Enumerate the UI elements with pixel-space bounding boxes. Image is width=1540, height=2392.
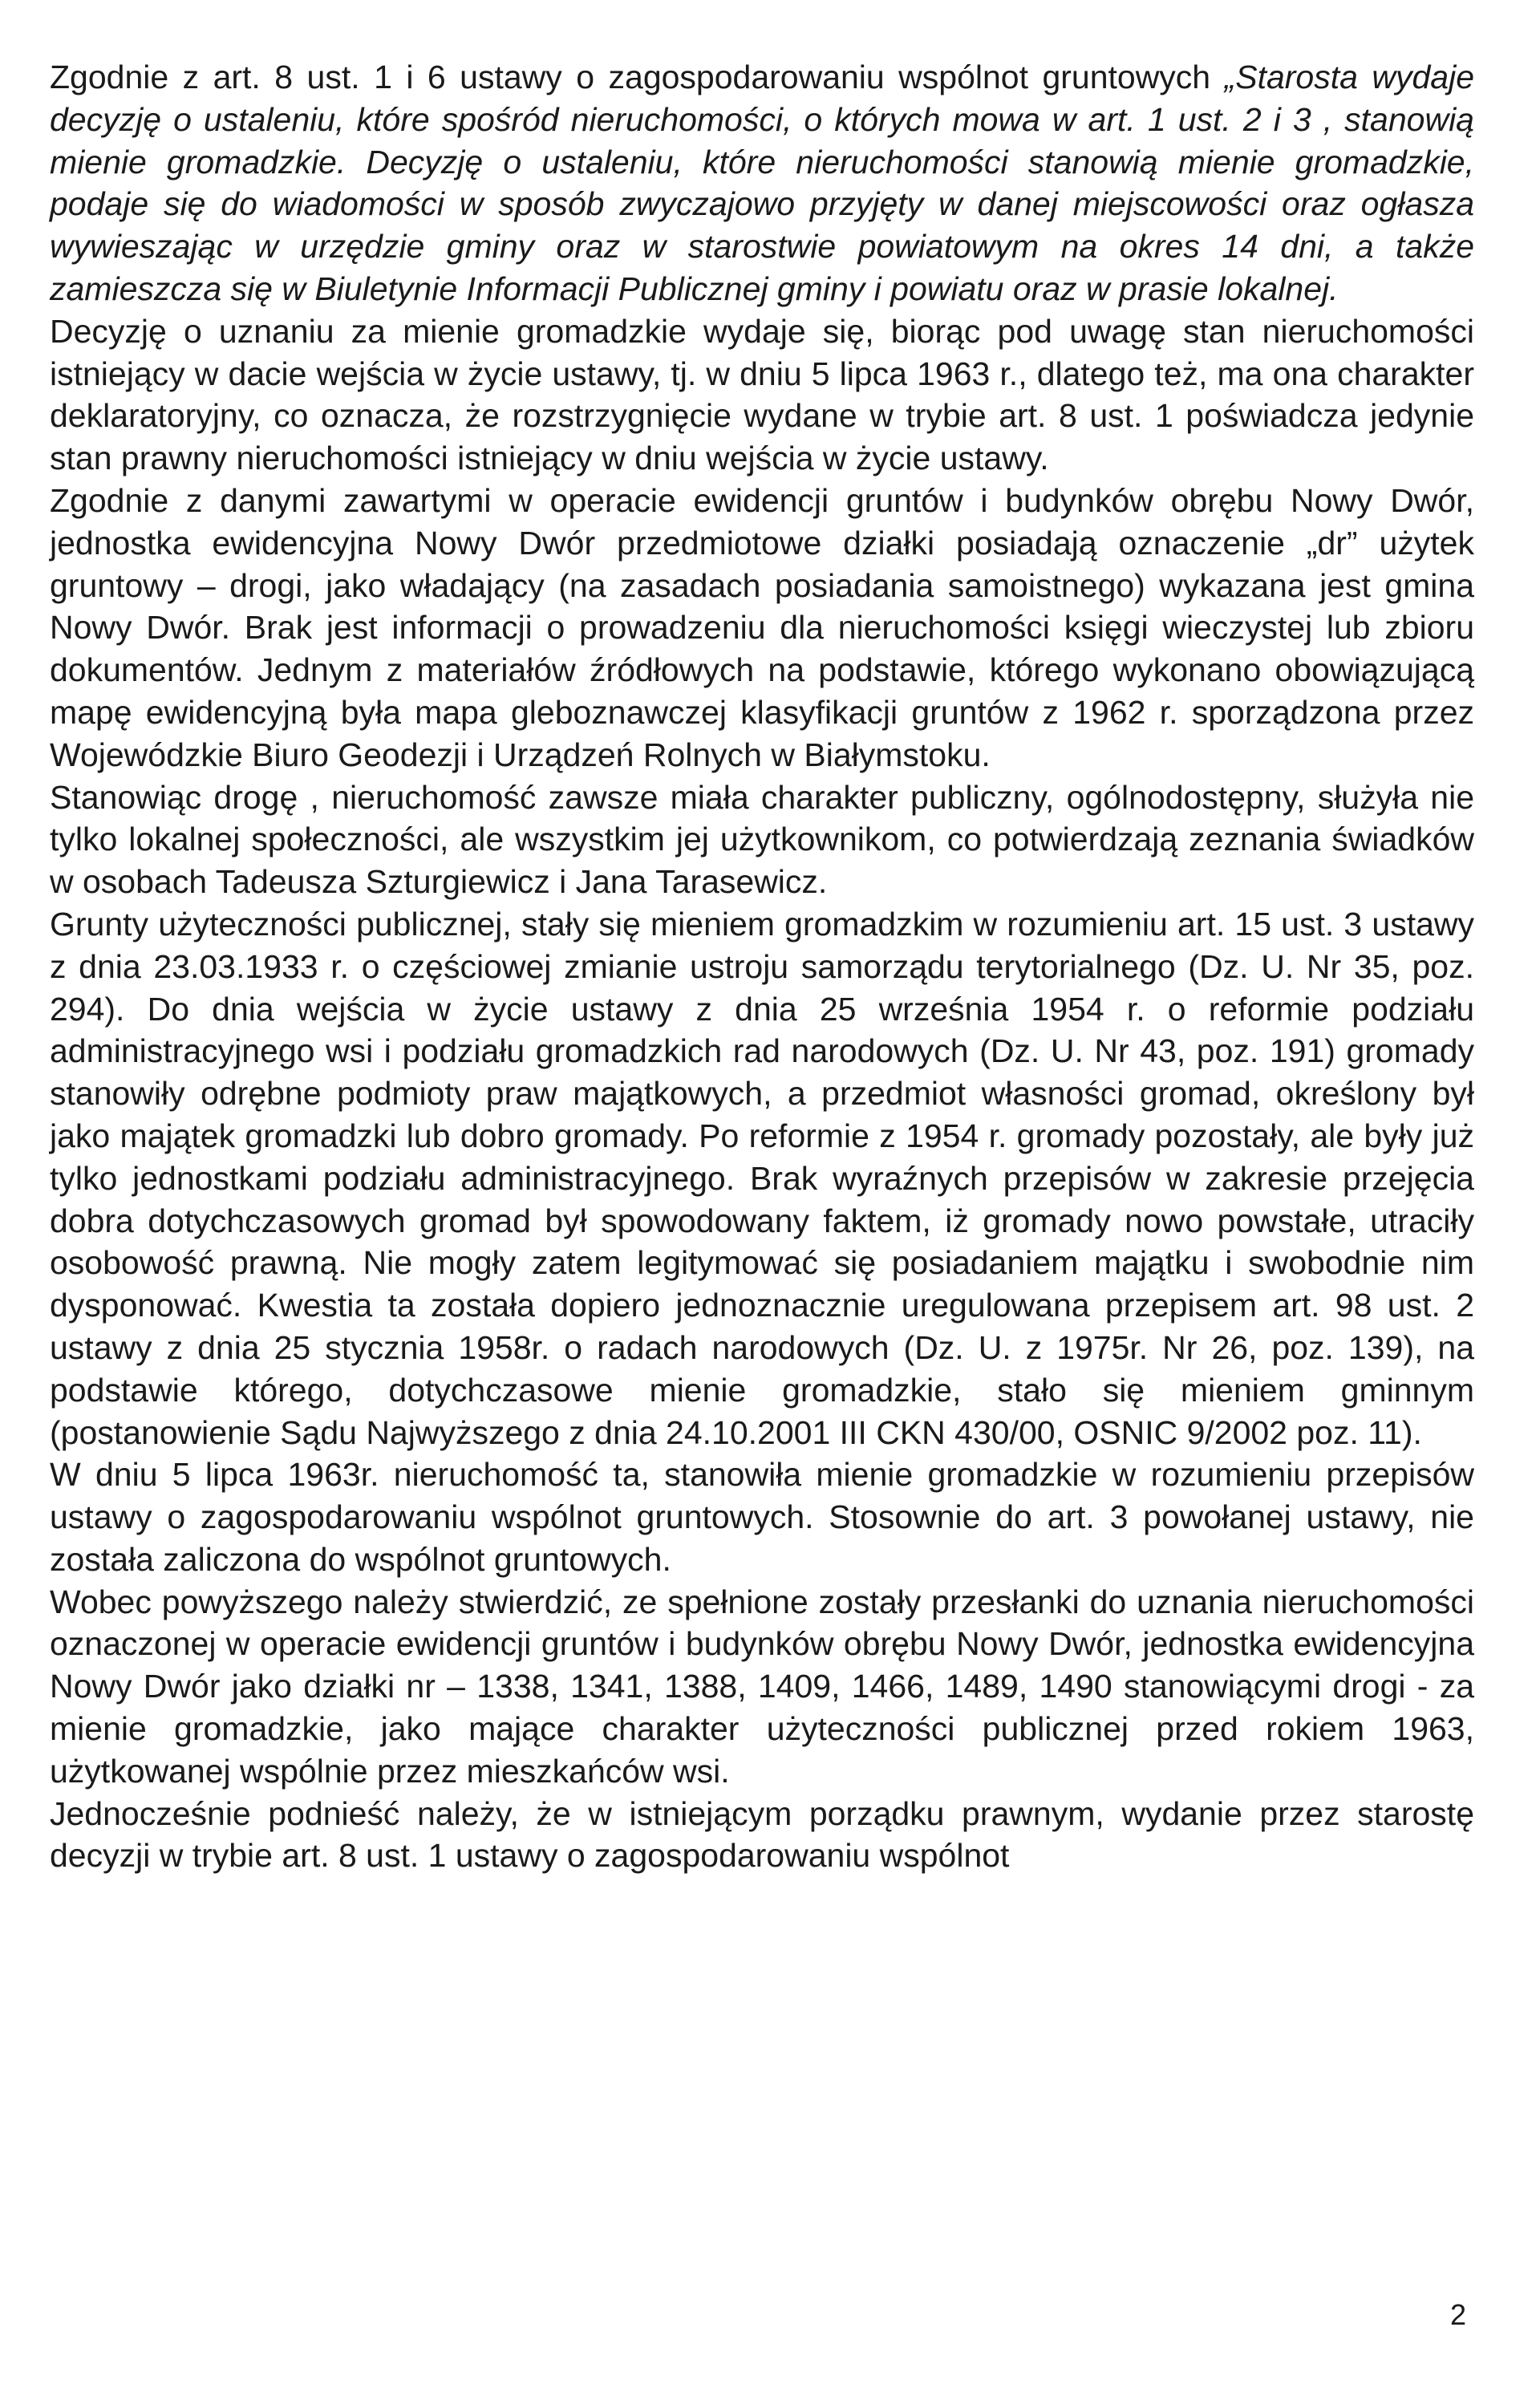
- paragraph-1: [50, 56, 1474, 310]
- paragraph-1-lead: Zgodnie z art. 8 ust. 1 i 6 ustawy o zagospodarowaniu wspólnot gruntowych: [50, 59, 1225, 95]
- paragraph-7: Wobec powyższego należy stwierdzić, ze spełnione zostały przesłanki do uznania nieruchomości oznaczonej w operacie ewidencji gruntów i budynków obrębu Nowy Dwór, jednostka ewidencyjna Nowy Dwór jako działki nr – 1338, 1341, 1388, 1409, 1466, 1489, 1490 stanowiącymi drogi - za mienie gromadzkie, jako mające charakter użyteczności publicznej przed rokiem 1963, użytkowanej wspólnie przez mieszkańców wsi.: [50, 1583, 1474, 1790]
- paragraph-1-quote: „Starosta wydaje decyzję o ustaleniu, które spośród nieruchomości, o których mowa w art. 1 ust. 2 i 3 , stanowią mienie gromadzkie. Decyzję o ustaleniu, które nieruchomości stanowią mienie gromadzkie, podaje się do wiadomości w sposób zwyczajowo przyjęty w danej miejscowości oraz ogłasza wywieszając w urzędzie gminy oraz w starostwie powiatowym na okres 14 dni, a także zamieszcza się w Biuletynie Informacji Publicznej gminy i powiatu oraz w prasie lokalnej.: [50, 59, 1475, 307]
- document-body: [50, 56, 1474, 1877]
- paragraph-8: Jednocześnie podnieść należy, że w istniejącym porządku prawnym, wydanie przez starostę decyzji w trybie art. 8 ust. 1 ustawy o zagospodarowaniu wspólnot: [50, 1794, 1474, 1875]
- paragraph-5: Grunty użyteczności publicznej, stały się mieniem gromadzkim w rozumieniu art. 15 ust. 3 ustawy z dnia 23.03.1933 r. o częściowej zmianie ustroju samorządu terytorialnego (Dz. U. Nr 35, poz. 294). Do dnia wejścia w życie ustawy z dnia 25 września 1954 r. o reformie podziału administracyjnego wsi i podziału gromadzkich rad narodowych (Dz. U. Nr 43, poz. 191) gromady stanowiły odrębne podmioty praw majątkowych, a przedmiot własności gromad, określony był jako majątek gromadzki lub dobro gromady. Po reformie z 1954 r. gromady pozostały, ale były już tylko jednostkami podziału administracyjnego. Brak wyraźnych przepisów w zakresie przejęcia dobra dotychczasowych gromad był spowodowany faktem, iż gromady nowo powstałe, utraciły osobowość prawną. Nie mogły zatem legitymować się posiadaniem majątku i swobodnie nim dysponować. Kwestia ta została dopiero jednoznacznie uregulowana przepisem art. 98 ust. 2 ustawy z dnia 25 stycznia 1958r. o radach narodowych (Dz. U. z 1975r. Nr 26, poz. 139), na podstawie którego, dotychczasowe mienie gromadzkie, stało się mieniem gminnym (postanowienie Sądu Najwyższego z dnia 24.10.2001 III CKN 430/00, OSNIC 9/2002 poz. 11).: [50, 905, 1474, 1451]
- paragraph-3: Zgodnie z danymi zawartymi w operacie ewidencji gruntów i budynków obrębu Nowy Dwór, jednostka ewidencyjna Nowy Dwór przedmiotowe działki posiadają oznaczenie „dr” użytek gruntowy – drogi, jako władający (na zasadach posiadania samoistnego) wykazana jest gmina Nowy Dwór. Brak jest informacji o prowadzeniu dla nieruchomości księgi wieczystej lub zbioru dokumentów. Jednym z materiałów źródłowych na podstawie, którego wykonano obowiązującą mapę ewidencyjną była mapa gleboznawczej klasyfikacji gruntów z 1962 r. sporządzona przez Wojewódzkie Biuro Geodezji i Urządzeń Rolnych w Białymstoku.: [50, 481, 1474, 773]
- page-number: 2: [1449, 2298, 1466, 2331]
- paragraph-2: Decyzję o uznaniu za mienie gromadzkie wydaje się, biorąc pod uwagę stan nieruchomości istniejący w dacie wejścia w życie ustawy, tj. w dniu 5 lipca 1963 r., dlatego też, ma ona charakter deklaratoryjny, co oznacza, że rozstrzygnięcie wydane w trybie art. 8 ust. 1 poświadcza jedynie stan prawny nieruchomości istniejący w dniu wejścia w życie ustawy.: [50, 312, 1474, 477]
- paragraph-4: Stanowiąc drogę , nieruchomość zawsze miała charakter publiczny, ogólnodostępny, służyła nie tylko lokalnej społeczności, ale wszystkim jej użytkownikom, co potwierdzają zeznania świadków w osobach Tadeusza Szturgiewicz i Jana Tarasewicz.: [50, 778, 1474, 901]
- paragraph-6: W dniu 5 lipca 1963r. nieruchomość ta, stanowiła mienie gromadzkie w rozumieniu przepisów ustawy o zagospodarowaniu wspólnot gruntowych. Stosownie do art. 3 powołanej ustawy, nie została zaliczona do wspólnot gruntowych.: [50, 1456, 1474, 1578]
